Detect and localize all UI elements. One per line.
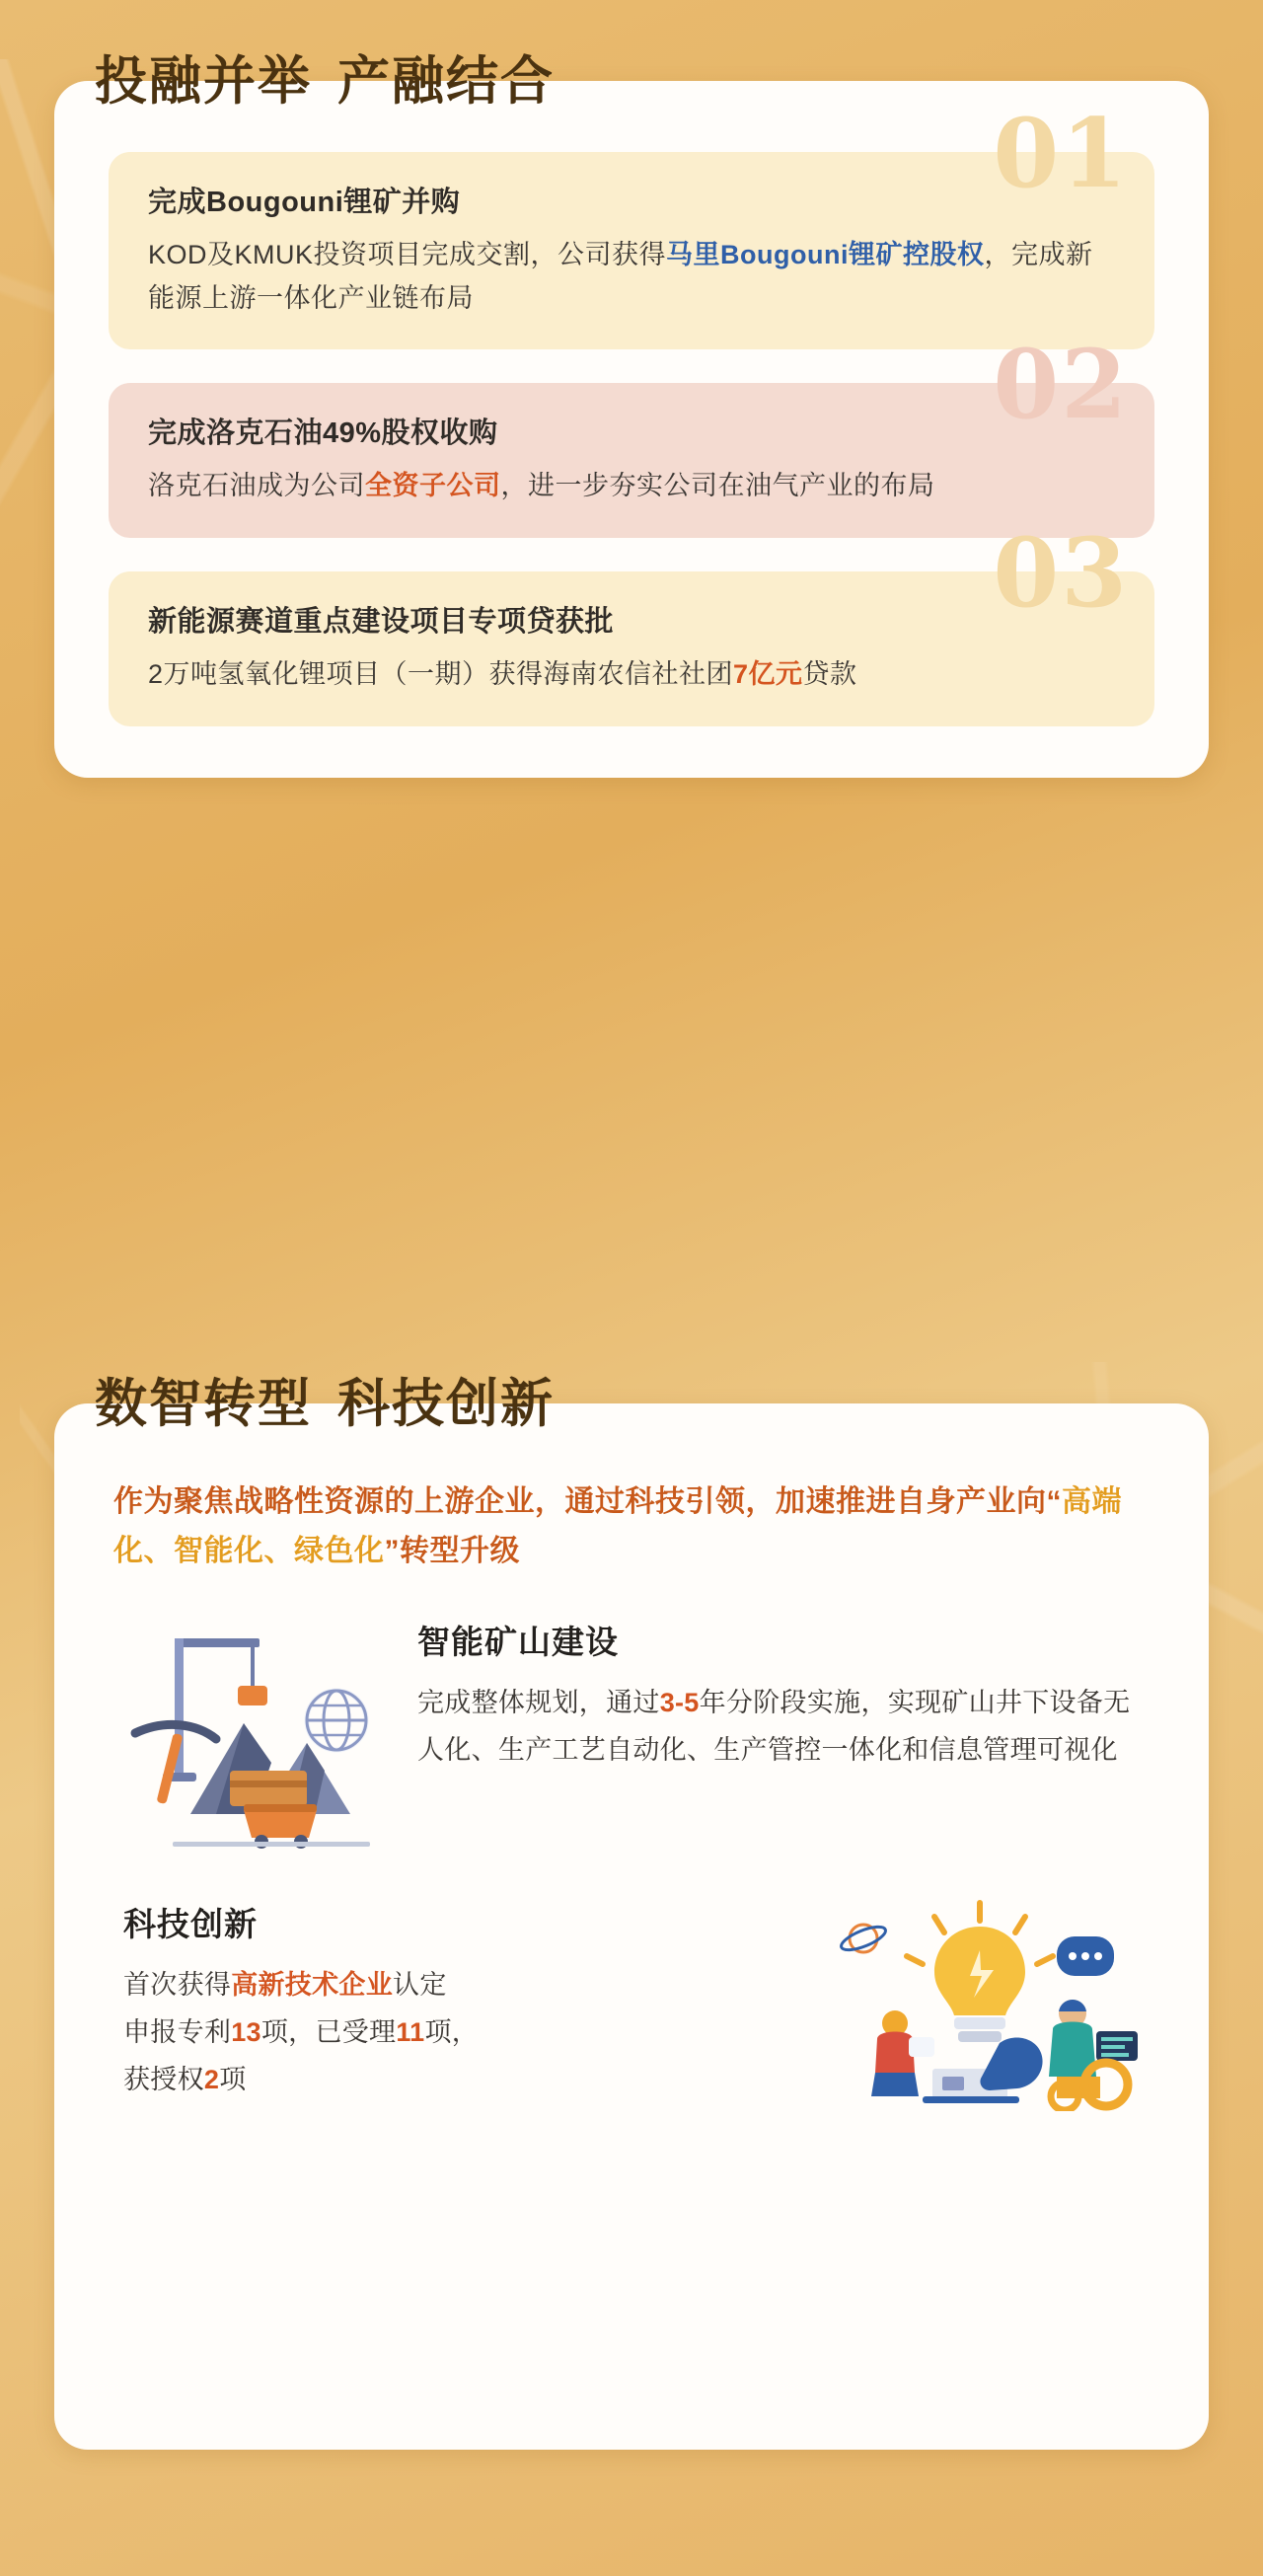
section-digital (54, 1362, 1209, 2450)
item-body-part: ，进一步夯实公司在油气产业的布局 (500, 471, 935, 501)
block-heading: 科技创新 (123, 1905, 258, 1942)
block-body-highlight: 13 (231, 2016, 261, 2047)
block-body-part: 申报专利 (123, 2016, 232, 2047)
innovation-illustration (824, 1899, 1150, 2116)
section-investment (54, 39, 1209, 778)
list-item (109, 329, 1154, 538)
block-body-part: 年分阶段实施，实现矿山井下设备无人化、生产工艺自动化、生产管控一体化和信息管理可视化 (417, 1687, 1131, 1765)
item-number: 03 (993, 517, 1129, 630)
mining-illustration (113, 1617, 400, 1854)
item-body-part: KOD及KMUK投资项目完成交割，公司获得 (148, 240, 667, 269)
block-body (123, 1961, 806, 2103)
section-title-part2: 科技创新 (337, 1373, 555, 1434)
item-body-highlight: 全资子公司 (365, 471, 501, 501)
item-body-highlight: 马里Bougouni锂矿控股权 (666, 240, 985, 269)
item-number: 02 (993, 329, 1129, 441)
block-body-highlight: 高新技术企业 (231, 1969, 394, 2000)
item-body (148, 653, 1115, 697)
block-body-part: 完成整体规划，通过 (417, 1687, 660, 1717)
block-body-part: 获授权 (123, 2064, 204, 2094)
investment-card (54, 81, 1209, 778)
block-body-highlight: 11 (396, 2016, 425, 2047)
block-body-highlight: 2 (203, 2064, 220, 2094)
block-body-highlight: 3-5 (659, 1687, 700, 1717)
item-heading: 完成洛克石油49%股权收购 (148, 417, 498, 450)
block-body-part: 项，已受理 (260, 2016, 397, 2047)
item-body (148, 234, 1115, 320)
item-body-part: ，完成新能源上游一体化产业链布局 (148, 240, 1093, 313)
lead-part: 作为聚焦战略性资源的上游企业，通过科技引领，加速推进自身产业向“ (113, 1485, 1062, 1518)
item-body-part: 洛克石油成为公司 (148, 471, 365, 501)
list-item (109, 98, 1154, 349)
block-body (417, 1679, 1150, 1774)
smart-mine-text (417, 1617, 1150, 1774)
lead-part: ”转型升级 (384, 1535, 520, 1568)
block-body-part: 项， (424, 2016, 480, 2047)
block-body-part: 项 (219, 2064, 247, 2094)
lead-highlight: 高端化、智能化、绿色化 (113, 1485, 1122, 1568)
block-body-part: 首次获得 (123, 1969, 232, 2000)
section-digital-title (89, 1362, 560, 1443)
section-investment-title (89, 39, 560, 120)
digital-card (54, 1403, 1209, 2450)
section-title-part2: 产融结合 (337, 50, 555, 112)
block-tech-innovation (113, 1899, 1150, 2116)
block-heading: 智能矿山建设 (417, 1623, 619, 1660)
tech-innovation-text (113, 1899, 806, 2103)
item-heading: 新能源赛道重点建设项目专项贷获批 (148, 606, 615, 639)
item-heading: 完成Bougouni锂矿并购 (148, 187, 461, 218)
list-item (109, 517, 1154, 726)
block-body-part: 认定 (393, 1969, 447, 2000)
item-body-part: 贷款 (802, 659, 857, 690)
item-number: 01 (993, 98, 1129, 209)
block-smart-mine (113, 1617, 1150, 1854)
item-body-part: 2万吨氢氧化锂项目（一期）获得海南农信社社团 (148, 659, 734, 690)
section-title-part1: 投融并举 (95, 50, 312, 112)
item-body (148, 465, 1115, 508)
digital-lead-text (113, 1477, 1150, 1577)
section-title-part1: 数智转型 (95, 1373, 312, 1434)
item-body-highlight: 7亿元 (733, 659, 803, 690)
